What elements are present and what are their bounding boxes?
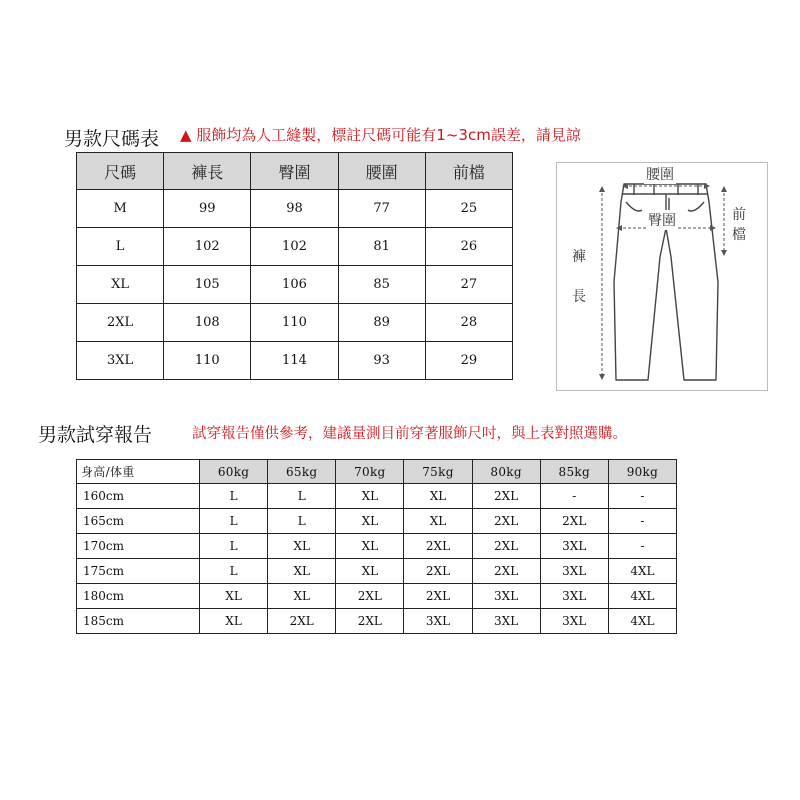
- fit-size-cell: 2XL: [404, 584, 472, 609]
- weight-header-cell: 70kg: [336, 460, 404, 484]
- size-cell: 102: [164, 228, 251, 266]
- fit-size-cell: 3XL: [540, 609, 608, 634]
- size-cell: 85: [338, 266, 425, 304]
- fit-size-cell: XL: [268, 584, 336, 609]
- fit-size-cell: 2XL: [540, 509, 608, 534]
- waist-label: 腰圍: [644, 164, 676, 184]
- fit-size-cell: L: [199, 484, 267, 509]
- fit-size-cell: 2XL: [268, 609, 336, 634]
- pants-illustration: [556, 162, 768, 391]
- size-chart-title: 男款尺碼表: [64, 128, 160, 150]
- size-row: [77, 304, 513, 342]
- size-cell: 25: [425, 190, 512, 228]
- fit-size-cell: -: [608, 509, 676, 534]
- fit-size-cell: 2XL: [472, 534, 540, 559]
- corner-header: 身高/体重: [77, 460, 200, 484]
- fit-size-cell: XL: [336, 534, 404, 559]
- fit-size-cell: 2XL: [404, 559, 472, 584]
- size-header-cell: 腰圍: [338, 153, 425, 190]
- fit-size-cell: 2XL: [472, 484, 540, 509]
- size-cell: 3XL: [77, 342, 164, 380]
- fit-size-cell: XL: [404, 484, 472, 509]
- fit-size-cell: -: [608, 534, 676, 559]
- hip-label: 臀圍: [646, 210, 678, 230]
- size-cell: 105: [164, 266, 251, 304]
- fit-size-cell: 2XL: [336, 584, 404, 609]
- size-cell: 106: [251, 266, 338, 304]
- fit-row: [77, 559, 677, 584]
- size-header-cell: 臀圍: [251, 153, 338, 190]
- rise-label-1: 前: [732, 207, 746, 223]
- fit-size-cell: 3XL: [404, 609, 472, 634]
- fit-size-cell: -: [608, 484, 676, 509]
- rise-label-2: 檔: [732, 227, 746, 243]
- size-cell: 77: [338, 190, 425, 228]
- fit-size-cell: 3XL: [472, 609, 540, 634]
- size-cell: 28: [425, 304, 512, 342]
- size-cell: 93: [338, 342, 425, 380]
- size-cell: M: [77, 190, 164, 228]
- size-cell: 89: [338, 304, 425, 342]
- fit-size-cell: 3XL: [540, 559, 608, 584]
- fit-report-table: [76, 459, 677, 634]
- height-cell: 160cm: [77, 484, 200, 509]
- size-row: [77, 266, 513, 304]
- fit-size-cell: XL: [268, 559, 336, 584]
- size-cell: XL: [77, 266, 164, 304]
- length-label-2: 長: [572, 289, 586, 305]
- weight-header-cell: 80kg: [472, 460, 540, 484]
- weight-header-cell: 75kg: [404, 460, 472, 484]
- fit-report-note: 試穿報告僅供參考，建議量測目前穿著服飾尺吋，與上表對照選購。: [192, 426, 627, 442]
- size-cell: 29: [425, 342, 512, 380]
- height-cell: 175cm: [77, 559, 200, 584]
- size-row: [77, 228, 513, 266]
- fit-size-cell: 4XL: [608, 559, 676, 584]
- size-cell: L: [77, 228, 164, 266]
- fit-row: [77, 509, 677, 534]
- height-cell: 165cm: [77, 509, 200, 534]
- height-cell: 185cm: [77, 609, 200, 634]
- height-cell: 180cm: [77, 584, 200, 609]
- weight-header-cell: 60kg: [199, 460, 267, 484]
- fit-size-cell: L: [268, 484, 336, 509]
- height-cell: 170cm: [77, 534, 200, 559]
- fit-row: [77, 534, 677, 559]
- weight-header-cell: 90kg: [608, 460, 676, 484]
- size-header-cell: 褲長: [164, 153, 251, 190]
- size-cell: 110: [251, 304, 338, 342]
- fit-size-cell: XL: [336, 509, 404, 534]
- size-chart-table: [76, 152, 513, 380]
- fit-size-cell: 4XL: [608, 584, 676, 609]
- size-chart-header-row: [77, 153, 513, 190]
- fit-size-cell: XL: [199, 609, 267, 634]
- fit-size-cell: 2XL: [472, 509, 540, 534]
- fit-size-cell: 2XL: [336, 609, 404, 634]
- fit-size-cell: 3XL: [540, 534, 608, 559]
- size-row: [77, 190, 513, 228]
- fit-size-cell: L: [268, 509, 336, 534]
- fit-size-cell: XL: [336, 484, 404, 509]
- weight-header-cell: 85kg: [540, 460, 608, 484]
- fit-size-cell: 2XL: [404, 534, 472, 559]
- size-cell: 26: [425, 228, 512, 266]
- fit-row: [77, 484, 677, 509]
- fit-size-cell: 4XL: [608, 609, 676, 634]
- fit-size-cell: L: [199, 509, 267, 534]
- fit-row: [77, 609, 677, 634]
- fit-size-cell: 2XL: [472, 559, 540, 584]
- weight-header-cell: 65kg: [268, 460, 336, 484]
- size-cell: 102: [251, 228, 338, 266]
- fit-size-cell: -: [540, 484, 608, 509]
- fit-report-title: 男款試穿報告: [38, 424, 153, 446]
- fit-size-cell: XL: [199, 584, 267, 609]
- fit-row: [77, 584, 677, 609]
- size-cell: 114: [251, 342, 338, 380]
- fit-report-header-row: [77, 460, 677, 484]
- size-row: [77, 342, 513, 380]
- size-header-cell: 尺碼: [77, 153, 164, 190]
- size-cell: 2XL: [77, 304, 164, 342]
- size-cell: 81: [338, 228, 425, 266]
- size-chart-note: ▲ 服飾均為人工縫製，標註尺碼可能有1~3cm誤差，請見諒: [180, 126, 581, 144]
- size-cell: 110: [164, 342, 251, 380]
- size-cell: 98: [251, 190, 338, 228]
- size-header-cell: 前檔: [425, 153, 512, 190]
- fit-size-cell: 3XL: [472, 584, 540, 609]
- length-label-1: 褲: [572, 249, 586, 265]
- pants-measurement-diagram: [556, 162, 768, 391]
- size-cell: 108: [164, 304, 251, 342]
- fit-size-cell: XL: [336, 559, 404, 584]
- fit-size-cell: L: [199, 534, 267, 559]
- fit-size-cell: XL: [404, 509, 472, 534]
- size-cell: 27: [425, 266, 512, 304]
- fit-size-cell: 3XL: [540, 584, 608, 609]
- fit-size-cell: L: [199, 559, 267, 584]
- fit-size-cell: XL: [268, 534, 336, 559]
- size-cell: 99: [164, 190, 251, 228]
